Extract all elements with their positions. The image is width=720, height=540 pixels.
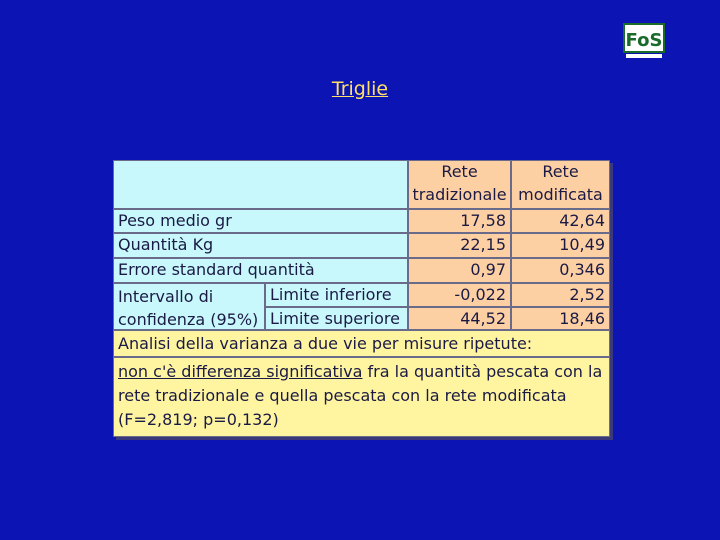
header-label-empty (113, 160, 408, 209)
header-rete-tradizionale (408, 160, 511, 209)
value-cell: 44,52 (408, 307, 511, 330)
interval-label (113, 283, 265, 330)
header-line: Rete (441, 162, 478, 181)
sub-row-label: Limite superiore (265, 307, 408, 330)
value-cell: 22,15 (408, 233, 511, 258)
logo-text: FoS (625, 30, 663, 51)
value-cell: 18,46 (511, 307, 610, 330)
sub-row-label: Limite inferiore (265, 283, 408, 307)
value-cell: 2,52 (511, 283, 610, 307)
interval-label-line: Intervallo di (118, 287, 214, 306)
anova-note-text: fra la quantità pescata con la rete tradizionale e quella pescata con la rete modificata (F=2,819; p=0,132) (118, 362, 603, 429)
anova-title: Analisi della varianza a due vie per misure ripetute: (113, 330, 610, 357)
value-cell: 0,97 (408, 258, 511, 283)
slide-title: Triglie (331, 78, 389, 100)
header-rete-modificata (511, 160, 610, 209)
value-cell: 17,58 (408, 209, 511, 233)
value-cell: 42,64 (511, 209, 610, 233)
row-label: Errore standard quantità (113, 258, 408, 283)
value-cell: -0,022 (408, 283, 511, 307)
anova-note-underlined: non c'è differenza significativa (118, 362, 363, 381)
value-cell: 10,49 (511, 233, 610, 258)
value-cell: 0,346 (511, 258, 610, 283)
header-line: tradizionale (412, 185, 507, 204)
header-line: Rete (542, 162, 579, 181)
logo-icon (622, 22, 666, 60)
interval-label-line: confidenza (95%) (118, 310, 259, 329)
header-line: modificata (518, 185, 603, 204)
data-table (113, 160, 610, 437)
row-label: Peso medio gr (113, 209, 408, 233)
anova-note (113, 357, 610, 437)
row-label: Quantità Kg (113, 233, 408, 258)
